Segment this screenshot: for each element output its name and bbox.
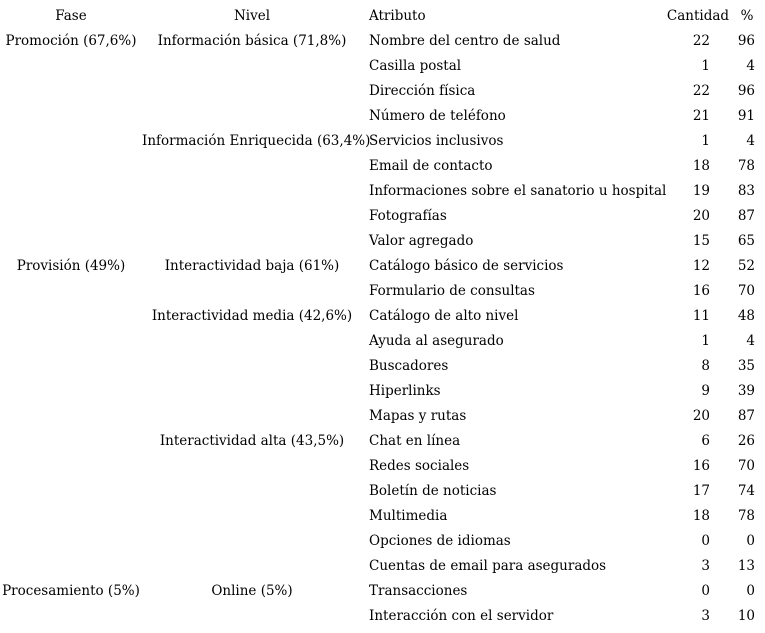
atributo-cell: Valor agregado (369, 233, 474, 249)
header-nivel: Nivel (233, 8, 271, 24)
atributo-cell: Ayuda al asegurado (369, 333, 504, 349)
table-row (0, 604, 765, 629)
cantidad-cell: 3 (701, 558, 710, 574)
porcentaje-cell: 0 (746, 533, 755, 549)
atributo-cell: Email de contacto (369, 158, 493, 174)
atributo-cell: Nombre del centro de salud (369, 33, 561, 49)
atributo-cell: Redes sociales (369, 458, 470, 474)
table-row (0, 304, 765, 329)
porcentaje-cell: 70 (737, 458, 755, 474)
porcentaje-cell: 96 (737, 33, 755, 49)
header-cantidad: Cantidad (666, 8, 730, 24)
atributo-cell: Boletín de noticias (369, 483, 497, 499)
porcentaje-cell: 52 (737, 258, 755, 274)
header-row (0, 4, 765, 29)
cantidad-cell: 17 (692, 483, 710, 499)
table-row (0, 354, 765, 379)
cantidad-cell: 1 (701, 58, 710, 74)
table-row (0, 404, 765, 429)
cantidad-cell: 18 (692, 158, 710, 174)
atributo-cell: Chat en línea (369, 433, 461, 449)
atributo-cell: Buscadores (369, 358, 449, 374)
table-row (0, 104, 765, 129)
cantidad-cell: 3 (701, 608, 710, 624)
cantidad-cell: 9 (701, 383, 710, 399)
porcentaje-cell: 26 (737, 433, 755, 449)
cantidad-cell: 20 (692, 408, 710, 424)
atributo-cell: Número de teléfono (369, 108, 506, 124)
cantidad-cell: 15 (692, 233, 710, 249)
cantidad-cell: 6 (701, 433, 710, 449)
porcentaje-cell: 70 (737, 283, 755, 299)
atributo-cell: Catálogo de alto nivel (369, 308, 519, 324)
table-row (0, 554, 765, 579)
table-row (0, 279, 765, 304)
porcentaje-cell: 65 (737, 233, 755, 249)
atributo-cell: Interacción con el servidor (369, 608, 554, 624)
porcentaje-cell: 39 (737, 383, 755, 399)
atributo-cell: Casilla postal (369, 58, 462, 74)
porcentaje-cell: 78 (737, 508, 755, 524)
atributo-cell: Formulario de consultas (369, 283, 535, 299)
cantidad-cell: 16 (692, 458, 710, 474)
header-atributo: Atributo (369, 8, 426, 24)
porcentaje-cell: 74 (737, 483, 755, 499)
porcentaje-cell: 13 (737, 558, 755, 574)
nivel-cell: Información Enriquecida (63,4%) (142, 133, 371, 149)
cantidad-cell: 12 (692, 258, 710, 274)
cantidad-cell: 16 (692, 283, 710, 299)
fase-cell: Promoción (67,6%) (5, 33, 137, 49)
nivel-cell: Interactividad alta (43,5%) (159, 433, 345, 449)
cantidad-cell: 1 (701, 333, 710, 349)
porcentaje-cell: 10 (737, 608, 755, 624)
table-row (0, 579, 765, 604)
porcentaje-cell: 83 (737, 183, 755, 199)
table-row (0, 254, 765, 279)
table-row (0, 79, 765, 104)
porcentaje-cell: 0 (746, 583, 755, 599)
porcentaje-cell: 78 (737, 158, 755, 174)
nivel-cell: Interactividad baja (61%) (164, 258, 340, 274)
porcentaje-cell: 4 (746, 133, 755, 149)
cantidad-cell: 0 (701, 583, 710, 599)
atributo-cell: Cuentas de email para asegurados (369, 558, 607, 574)
atributo-cell: Multimedia (369, 508, 448, 524)
porcentaje-cell: 35 (737, 358, 755, 374)
porcentaje-cell: 4 (746, 58, 755, 74)
fase-cell: Procesamiento (5%) (2, 583, 140, 599)
table-row (0, 154, 765, 179)
cantidad-cell: 11 (692, 308, 710, 324)
atributo-cell: Hiperlinks (369, 383, 441, 399)
atributo-cell: Dirección física (369, 83, 476, 99)
cantidad-cell: 22 (692, 33, 710, 49)
atributo-cell: Fotografías (369, 208, 447, 224)
nivel-cell: Interactividad media (42,6%) (151, 308, 353, 324)
porcentaje-cell: 87 (737, 408, 755, 424)
table-row (0, 179, 765, 204)
cantidad-cell: 21 (692, 108, 710, 124)
atributo-cell: Servicios inclusivos (369, 133, 504, 149)
nivel-cell: Información básica (71,8%) (157, 33, 347, 49)
table-row (0, 529, 765, 554)
nivel-cell: Online (5%) (211, 583, 293, 599)
atributo-cell: Opciones de idiomas (369, 533, 511, 549)
atributo-cell: Informaciones sobre el sanatorio u hospital (369, 183, 667, 199)
table-row (0, 379, 765, 404)
porcentaje-cell: 87 (737, 208, 755, 224)
porcentaje-cell: 96 (737, 83, 755, 99)
header-porcentaje: % (740, 8, 754, 24)
cantidad-cell: 19 (692, 183, 710, 199)
porcentaje-cell: 48 (737, 308, 755, 324)
atributo-cell: Transacciones (369, 583, 468, 599)
table-row (0, 229, 765, 254)
table-row (0, 329, 765, 354)
table-row (0, 29, 765, 54)
cantidad-cell: 0 (701, 533, 710, 549)
porcentaje-cell: 91 (737, 108, 755, 124)
atributo-cell: Catálogo básico de servicios (369, 258, 564, 274)
cantidad-cell: 20 (692, 208, 710, 224)
porcentaje-cell: 4 (746, 333, 755, 349)
table-row (0, 429, 765, 454)
table-row (0, 454, 765, 479)
cantidad-cell: 8 (701, 358, 710, 374)
cantidad-cell: 22 (692, 83, 710, 99)
cantidad-cell: 1 (701, 133, 710, 149)
cantidad-cell: 18 (692, 508, 710, 524)
table-row (0, 204, 765, 229)
table-row (0, 54, 765, 79)
table-row (0, 504, 765, 529)
table-row (0, 129, 765, 154)
atributo-cell: Mapas y rutas (369, 408, 467, 424)
fase-cell: Provisión (49%) (16, 258, 126, 274)
header-fase: Fase (55, 8, 87, 24)
table-row (0, 479, 765, 504)
